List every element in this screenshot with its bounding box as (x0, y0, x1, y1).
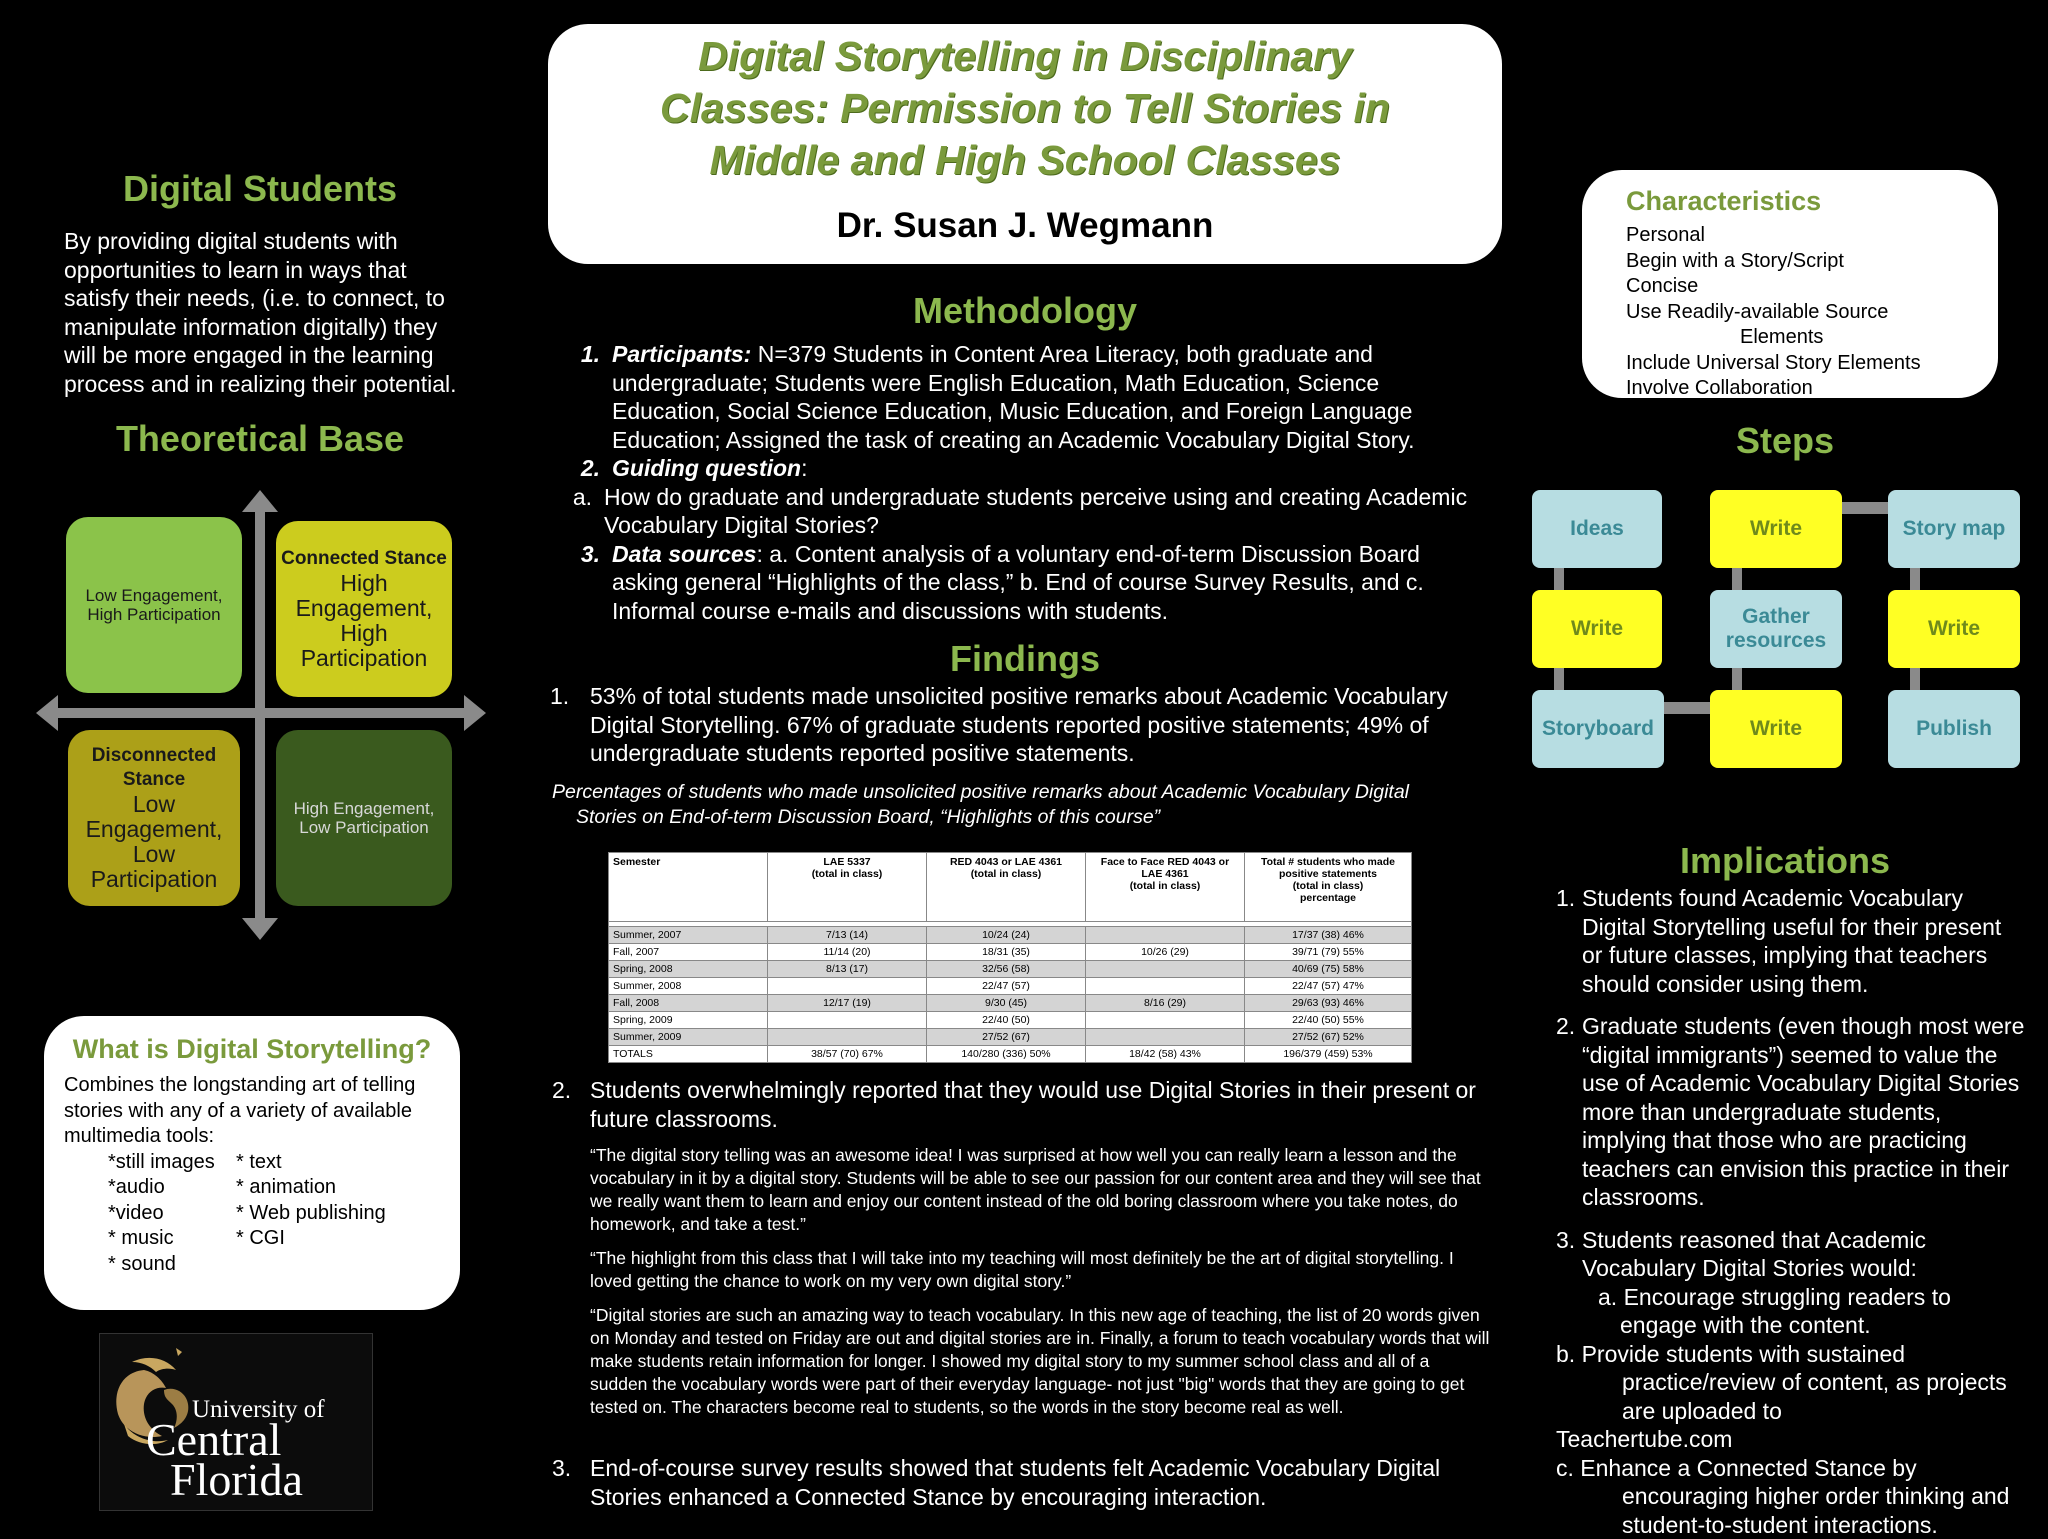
tools-right: * text * animation * Web publishing * CGI (236, 1150, 386, 1278)
steps-heading: Steps (1560, 420, 2010, 462)
quadrant-connected-stance: Connected Stance High Engagement, High Participation (276, 521, 452, 697)
table-row: Fall, 2008 12/17 (19) 9/30 (45) 8/16 (29) 29/63 (93) 46% (609, 995, 1412, 1012)
connector (1664, 702, 1712, 714)
title-card (548, 24, 1502, 264)
header-face: Face to Face RED 4043 or LAE 4361 (total in class) (1086, 853, 1245, 922)
theoretical-base-heading: Theoretical Base (40, 418, 480, 460)
table-row-totals: TOTALS 38/57 (70) 67% 140/280 (336) 50% 18/42 (58) 43% 196/379 (459) 53% (609, 1046, 1412, 1063)
methodology-item-2: 2. Guiding question: (560, 454, 1490, 483)
results-table-wrap (608, 852, 1412, 1058)
results-table (608, 852, 1412, 1063)
digital-students-heading: Digital Students (40, 168, 480, 210)
implication-1: 1. Students found Academic Vocabulary Digital Storytelling useful for their present or future classes, implying that teachers should consider using them. (1556, 884, 2026, 998)
methodology-item-2a: a. How do graduate and undergraduate students perceive using and creating Academic Vocabulary Digital Stories? (560, 483, 1490, 540)
implication-3c: c. Enhance a Connected Stance by encouraging higher order thinking and student-to-student interactions. (1556, 1454, 2026, 1539)
tools-list (44, 1150, 460, 1278)
quote-1: “The digital story telling was an awesome idea! I was surprised at how well you can really learn a lesson and the vocabulary in it by a digital story. Students will be able to see our passion for our content area and they will see that we really want them to learn and enjoy our content instead of the old boring classroom where you take notes, do homework, and take a test.” (590, 1144, 1490, 1236)
step-storyboard: Storyboard (1532, 690, 1664, 768)
quadrant-low-engagement-high-participation: Low Engagement, High Participation (66, 517, 242, 693)
step-ideas: Ideas (1532, 490, 1662, 568)
methodology-list (560, 340, 1490, 625)
digital-students-text: By providing digital students with opportunities to learn in ways that satisfy their needs, (i.e. to connect, to manipulate information digitally) they will be more engaged in the learning process and in realizing their potential. (64, 227, 474, 398)
header-lae: LAE 5337 (total in class) (768, 853, 927, 922)
implication-3b: b. Provide students with sustained practice/review of content, as projects are uploaded to Teachertube.com (1556, 1340, 2026, 1454)
finding-3: 3. End-of-course survey results showed that students felt Academic Vocabulary Digital Stories enhanced a Connected Stance by encouraging interaction. (552, 1454, 1492, 1511)
finding-1: 1. 53% of total students made unsolicited positive remarks about Academic Vocabulary Digital Storytelling. 67% of graduate students reported positive statements; 49% of undergraduate students reported positive statements. (550, 682, 1490, 768)
findings-heading: Findings (560, 638, 1490, 680)
engagement-quadrant (36, 490, 486, 940)
what-is-heading: What is Digital Storytelling? (44, 1034, 460, 1065)
connector (1842, 502, 1890, 514)
header-semester: Semester (609, 853, 768, 922)
table-caption: Percentages of students who made unsolicited positive remarks about Academic Vocabulary Digital Stories on End-of-term Discussion Board, “Highlights of this course” (552, 780, 1502, 830)
quadrant-high-engagement-low-participation: High Engagement, Low Participation (276, 730, 452, 906)
implications-heading: Implications (1560, 840, 2010, 882)
table-header-row (609, 853, 1412, 922)
methodology-item-1: 1. Participants: N=379 Students in Content Area Literacy, both graduate and undergraduate; Students were English Education, Math Education, Science Education, Social Science Education, Music Education, and Foreign Language Education; Assigned the task of creating an Academic Vocabulary Digital Story. (560, 340, 1490, 454)
what-is-card (44, 1016, 460, 1310)
implication-3: 3. Students reasoned that Academic Vocabulary Digital Stories would: (1556, 1226, 2026, 1283)
table-row: Summer, 2007 7/13 (14) 10/24 (24) 17/37 (38) 46% (609, 927, 1412, 944)
author-name: Dr. Susan J. Wegmann (548, 206, 1502, 246)
logo-line2: Central (146, 1418, 281, 1462)
ucf-logo (99, 1333, 373, 1511)
characteristics-list: Personal Begin with a Story/Script Concise Use Readily-available Source Elements Include Universal Story Elements Involve Collaboration (1582, 223, 1998, 398)
table-row: Summer, 2009 27/52 (67) 27/52 (67) 52% (609, 1029, 1412, 1046)
header-red: RED 4043 or LAE 4361 (total in class) (927, 853, 1086, 922)
step-publish: Publish (1888, 690, 2020, 768)
poster-title: Digital Storytelling in Disciplinary Classes: Permission to Tell Stories in Middle and High School Classes (548, 24, 1502, 186)
steps-diagram (1530, 490, 2030, 770)
finding-2: 2. Students overwhelmingly reported that they would use Digital Stories in their present or future classrooms. (552, 1076, 1492, 1133)
implication-2: 2. Graduate students (even though most were “digital immigrants”) seemed to value the use of Academic Vocabulary Digital Stories more than undergraduate students, implying that those who are practicing teachers can envision this practice in their classrooms. (1556, 1012, 2026, 1212)
logo-line1: University of (192, 1396, 325, 1424)
logo-line3: Florida (170, 1458, 303, 1502)
methodology-heading: Methodology (560, 290, 1490, 332)
step-write-3: Write (1888, 590, 2020, 668)
methodology-item-3: 3. Data sources: a. Content analysis of a voluntary end-of-term Discussion Board asking general “Highlights of the class,” b. End of course Survey Results, and c. Informal course e-mails and discussions with students. (560, 540, 1490, 626)
table-row: Fall, 2007 11/14 (20) 18/31 (35) 10/26 (29) 39/71 (79) 55% (609, 944, 1412, 961)
characteristics-card (1582, 170, 1998, 398)
step-write-4: Write (1710, 690, 1842, 768)
step-story-map: Story map (1888, 490, 2020, 568)
characteristics-heading: Characteristics (1626, 186, 1998, 217)
table-row: Spring, 2009 22/40 (50) 22/40 (50) 55% (609, 1012, 1412, 1029)
step-write-2: Write (1532, 590, 1662, 668)
header-total: Total # students who made positive statements (total in class) percentage (1245, 853, 1412, 922)
step-gather-resources: Gather resources (1710, 590, 1842, 668)
step-write-1: Write (1710, 490, 1842, 568)
implications-list (1556, 884, 2026, 1539)
quadrant-disconnected-stance: Disconnected Stance Low Engagement, Low Participation (68, 730, 240, 906)
tools-left: *still images *audio *video * music * sound (108, 1150, 236, 1278)
quote-3: “Digital stories are such an amazing way to teach vocabulary. In this new age of teaching, the list of 20 words given on Monday and tested on Friday are out and digital stories are in. Finally, a forum to teach vocabulary words that will make students retain information for longer. I showed my digital story to my summer school class and all of a sudden the vocabulary words were part of their everyday language- not just "big" words that they are going to get tested on. The characters become real to students, so the words in the story become real as well. (590, 1304, 1490, 1419)
what-is-intro: Combines the longstanding art of telling stories with any of a variety of available multimedia tools: (44, 1073, 460, 1150)
implication-3a: a. Encourage struggling readers to engage with the content. (1556, 1283, 2026, 1340)
quote-2: “The highlight from this class that I will take into my teaching will most definitely be the art of digital storytelling. I loved getting the chance to work on my very own digital story.” (590, 1247, 1490, 1293)
table-row: Summer, 2008 22/47 (57) 22/47 (57) 47% (609, 978, 1412, 995)
table-row: Spring, 2008 8/13 (17) 32/56 (58) 40/69 (75) 58% (609, 961, 1412, 978)
